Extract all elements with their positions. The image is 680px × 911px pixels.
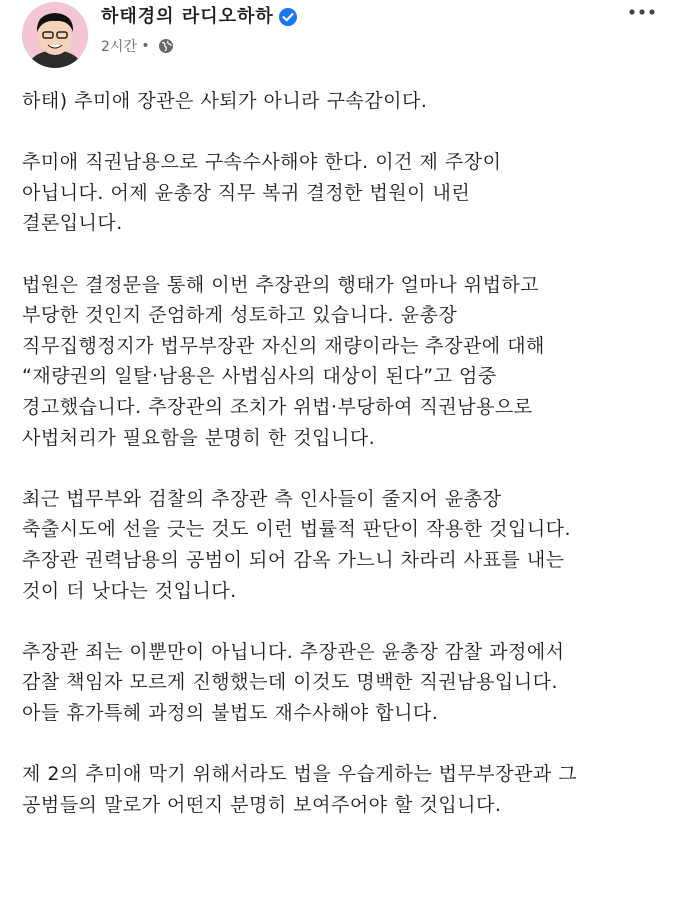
meta-separator: • xyxy=(141,38,150,54)
globe-icon[interactable] xyxy=(158,38,174,54)
post-paragraph: 하태) 추미애 장관은 사퇴가 아니라 구속감이다. xyxy=(22,90,428,112)
author-name[interactable]: 하태경의 라디오하하 xyxy=(101,6,274,27)
more-options-icon xyxy=(624,0,660,24)
post-paragraph: 법원은 결정문을 통해 이번 추장관의 행태가 얼마나 위법하고 부당한 것인지 준엄하게 성토하고 있습니다. 윤총장 직무집행정지가 법무부장관 자신의 재량이라는 추장관에 대해 “재량권의 일탈·남용은 사법심사의 대상이 된다”고 엄중 경고했습니다. 추장관의 조치가 위법·부당하여 직권남용으로 사법처리가 필요함을 분명히 한 것입니다. xyxy=(22,273,545,449)
post-paragraph: 최근 법무부와 검찰의 추장관 측 인사들이 줄지어 윤총장 축출시도에 선을 긋는 것도 이런 법률적 판단이 작용한 것입니다. 추장관 권력남용의 공범이 되어 감옥 가느니 차라리 사표를 내는 것이 더 낫다는 것입니다. xyxy=(22,487,572,602)
post-paragraph: 제 2의 추미애 막기 위해서라도 법을 우습게하는 법무부장관과 그 공범들의 말로가 어떤지 분명히 보여주어야 할 것입니다. xyxy=(22,763,578,816)
avatar[interactable] xyxy=(22,2,88,68)
more-options-button[interactable] xyxy=(624,0,660,24)
post-paragraph: 추미애 직권남용으로 구속수사해야 한다. 이건 제 주장이 아닙니다. 어제 윤총장 직무 복귀 결정한 법원이 내린 결론입니다. xyxy=(22,151,502,235)
post-time[interactable]: 2시간 xyxy=(101,39,137,55)
post-meta xyxy=(101,36,174,56)
author-line xyxy=(101,2,298,28)
verified-badge-icon xyxy=(278,7,298,27)
avatar-illustration-icon xyxy=(22,2,88,68)
post-body xyxy=(22,86,662,851)
post-header xyxy=(0,0,680,80)
post-paragraph: 추장관 죄는 이뿐만이 아닙니다. 추장관은 윤총장 감찰 과정에서 감찰 책임자 모르게 진행했는데 이것도 명백한 직권남용입니다. 아들 휴가특혜 과정의 불법도 재수사해야 합니다. xyxy=(22,640,565,724)
